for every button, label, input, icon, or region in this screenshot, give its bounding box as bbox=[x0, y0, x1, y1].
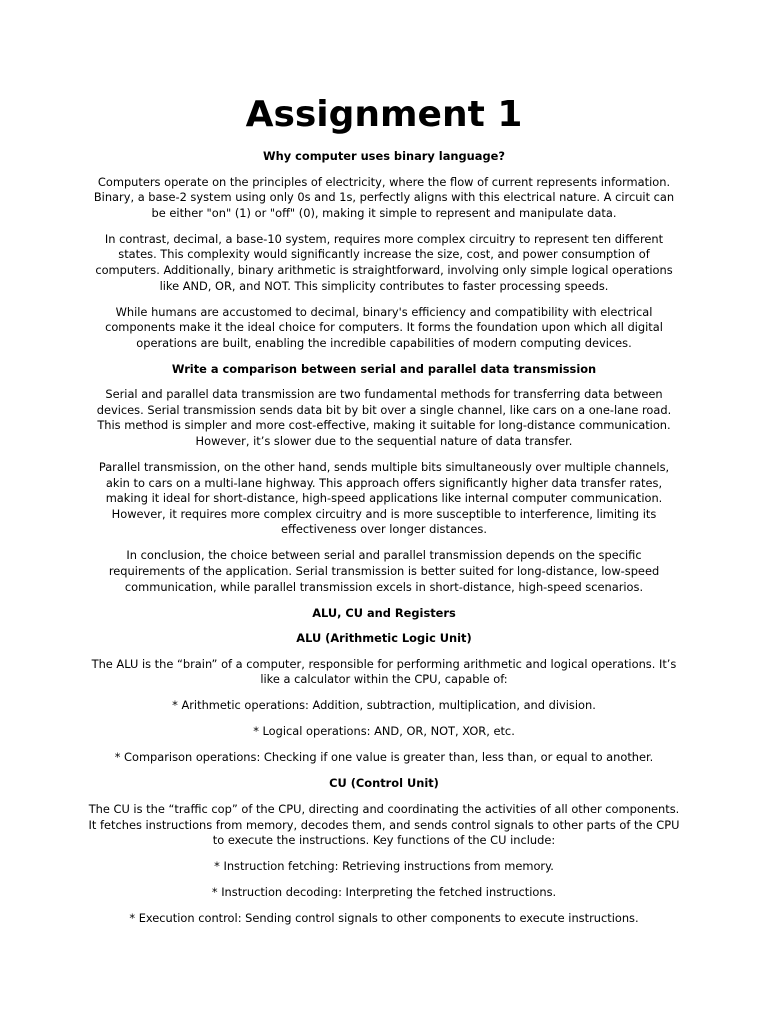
paragraph: In conclusion, the choice between serial and parallel transmission depends on the specific requirements of the application. Serial transmission is better suited for long-distance, low-speed communication, while parallel transmission excels in short-distance, high-speed scenarios. bbox=[108, 548, 660, 594]
document-title: Assignment 1 bbox=[245, 94, 523, 135]
section-heading: ALU, CU and Registers bbox=[312, 605, 456, 620]
section-heading: CU (Control Unit) bbox=[329, 776, 439, 791]
section-serial-parallel bbox=[88, 362, 680, 596]
bullet-item: * Logical operations: AND, OR, NOT, XOR, etc. bbox=[253, 724, 515, 739]
bullet-item: * Comparison operations: Checking if one value is greater than, less than, or equal to another. bbox=[114, 750, 654, 765]
paragraph: While humans are accustomed to decimal, binary's efficiency and compatibility with electrical components make it the ideal choice for computers. It forms the foundation upon which all digital operations are built, enabling the incredible capabilities of modern computing devices. bbox=[105, 304, 663, 350]
section-cu bbox=[88, 776, 680, 926]
paragraph: Computers operate on the principles of electricity, where the flow of current represents information. Binary, a base-2 system using only 0s and 1s, perfectly aligns with this electrical nature. A circuit can be either "on" (1) or "off" (0), making it simple to represent and manipulate data. bbox=[93, 174, 675, 220]
document-page bbox=[88, 93, 680, 937]
bullet-item: * Arithmetic operations: Addition, subtraction, multiplication, and division. bbox=[172, 698, 596, 713]
section-alu bbox=[88, 631, 680, 766]
bullet-item: * Execution control: Sending control signals to other components to execute instructions. bbox=[129, 911, 639, 926]
section-heading: Why computer uses binary language? bbox=[263, 149, 505, 163]
bullet-item: * Instruction fetching: Retrieving instructions from memory. bbox=[214, 859, 554, 874]
section-binary-language bbox=[88, 149, 680, 351]
paragraph: Parallel transmission, on the other hand, sends multiple bits simultaneously over multiple channels, akin to cars on a multi-lane highway. This approach offers significantly higher data transfer rates, making it ideal for short-distance, high-speed applications like internal computer communication. However, it requires more complex circuitry and is more susceptible to interference, limiting its effectiveness over longer distances. bbox=[98, 460, 670, 537]
paragraph: In contrast, decimal, a base-10 system, requires more complex circuitry to represent ten different states. This complexity would significantly increase the size, cost, and power consumption of computers. Additionally, binary arithmetic is straightforward, involving only simple logical operations like AND, OR, and NOT. This simplicity contributes to faster processing speeds. bbox=[95, 231, 673, 293]
bullet-item: * Instruction decoding: Interpreting the fetched instructions. bbox=[211, 885, 557, 900]
section-alu-cu-registers bbox=[88, 606, 680, 622]
section-heading: ALU (Arithmetic Logic Unit) bbox=[296, 631, 472, 646]
paragraph: The ALU is the “brain” of a computer, responsible for performing arithmetic and logical operations. It’s like a calculator within the CPU, capable of: bbox=[91, 656, 677, 687]
paragraph: Serial and parallel data transmission are two fundamental methods for transferring data between devices. Serial transmission sends data bit by bit over a single channel, like cars on a one-lane road. This method is simpler and more cost-effective, making it suitable for long-distance communication. However, it’s slower due to the sequential nature of data transfer. bbox=[96, 387, 672, 449]
section-heading: Write a comparison between serial and parallel data transmission bbox=[171, 361, 597, 376]
paragraph: The CU is the “traffic cop” of the CPU, directing and coordinating the activities of all other components. It fetches instructions from memory, decodes them, and sends control signals to other parts of the CPU to execute the instructions. Key functions of the CU include: bbox=[88, 801, 680, 848]
